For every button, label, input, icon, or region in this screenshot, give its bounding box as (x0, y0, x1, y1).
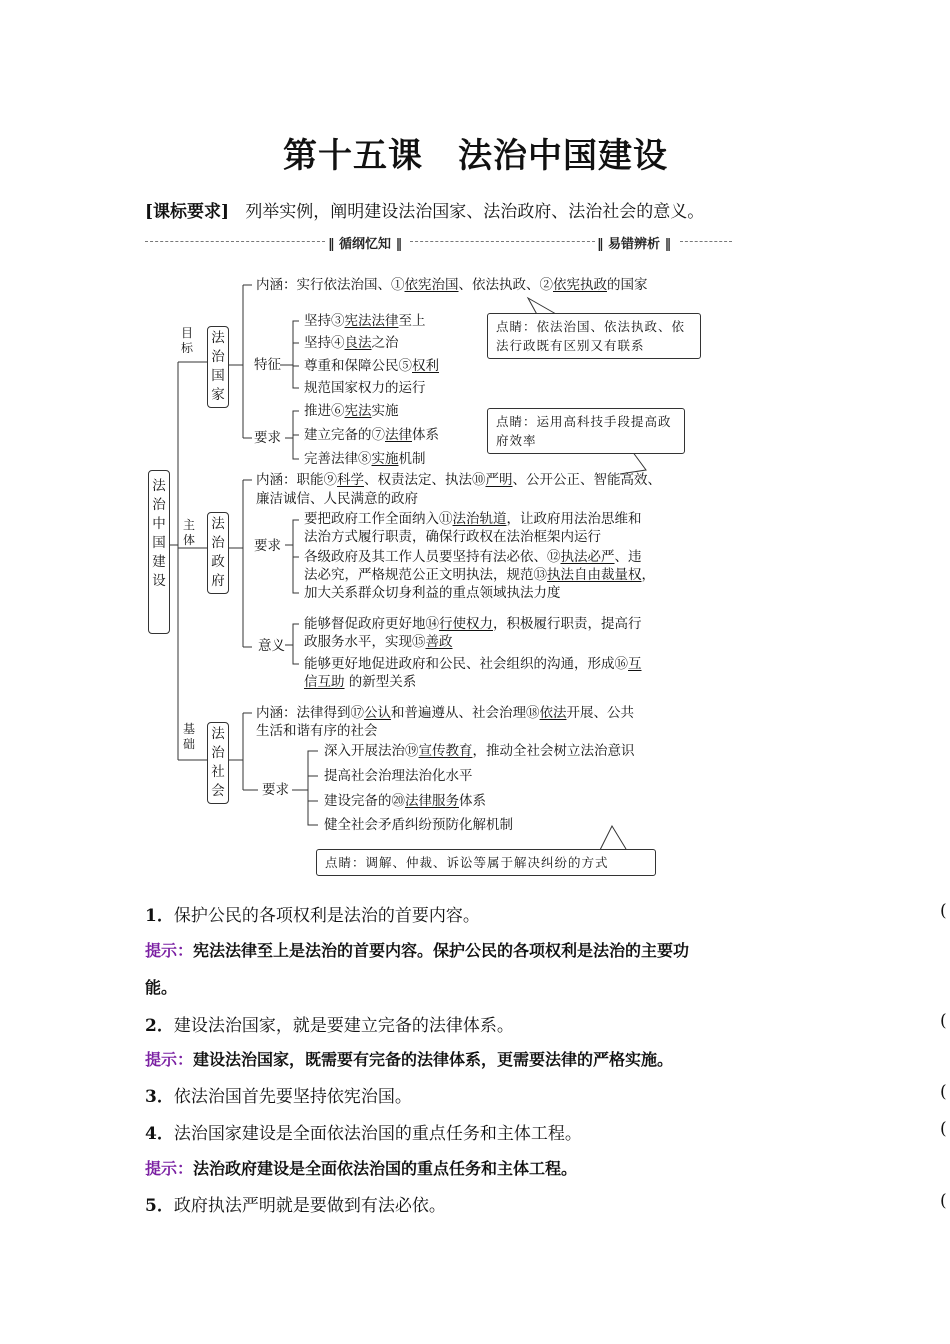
gov-req-2-line2: 法必究，严格规范公正文明执法，规范⑬执法自由裁量权， (304, 567, 655, 583)
gov-sig-2-line2: 信互助 的新型关系 (304, 674, 417, 690)
branch-label-target: 目标 (180, 326, 193, 355)
question-5: 5．政府执法严明就是要做到有法必依。 (145, 1196, 446, 1216)
hint-4: 提示：法治政府建设是全面依法治国的重点任务和主体工程。 (145, 1159, 578, 1178)
answer-bracket-1: ( (940, 901, 947, 921)
label-yaoqiu-society: 要求 (262, 782, 289, 798)
society-req-2: 提高社会治理法治化水平 (324, 768, 473, 784)
answer-bracket-2: ( (940, 1011, 947, 1031)
country-req-2: 建立完备的⑦法律体系 (304, 427, 439, 443)
answer-bracket-5: ( (940, 1191, 947, 1211)
gov-req-2: 各级政府及其工作人员要坚持有法必依、⑫执法必严、违 (304, 549, 642, 565)
country-req-3: 完善法律⑧实施机制 (304, 451, 426, 467)
curriculum-label: [课标要求] (145, 202, 230, 222)
node-government: 法治政府 (207, 512, 229, 594)
label-yaoqiu-country: 要求 (254, 430, 281, 446)
section-tab-errors: ‖ 易错辨析 ‖ (597, 237, 672, 252)
node-society: 法治社会 (207, 722, 229, 804)
society-req-3: 建设完备的⑳法律服务体系 (324, 793, 486, 809)
society-neihan-line2: 生活和谐有序的社会 (256, 723, 378, 739)
country-feature-1: 坚持③宪法法律至上 (304, 313, 426, 329)
question-2: 2．建设法治国家，就是要建立完备的法律体系。 (145, 1016, 514, 1036)
page-title: 第十五课 法治中国建设 (283, 136, 668, 176)
gov-req-1: 要把政府工作全面纳入⑪法治轨道，让政府用法治思维和 (304, 511, 642, 527)
country-neihan: 内涵：实行依法治国、①依宪治国、依法执政、②依宪执政的国家 (256, 277, 648, 293)
gov-req-2-line3: 加大关系群众切身利益的重点领域执法力度 (304, 585, 561, 601)
label-yaoqiu-gov: 要求 (254, 538, 281, 554)
question-4: 4．法治国家建设是全面依法治国的重点任务和主体工程。 (145, 1124, 582, 1144)
gov-sig-1: 能够督促政府更好地⑭行使权力，积极履行职责，提高行 (304, 616, 642, 632)
country-feature-4: 规范国家权力的运行 (304, 380, 426, 396)
gov-req-1-line2: 法治方式履行职责，确保行政权在法治框架内运行 (304, 529, 601, 545)
gov-sig-2: 能够更好地促进政府和公民、社会组织的沟通，形成⑯互 (304, 656, 642, 672)
question-3: 3．依法治国首先要坚持依宪治国。 (145, 1087, 412, 1107)
callout-society: 点睛：调解、仲裁、诉讼等属于解决纠纷的方式 (316, 849, 656, 876)
curriculum-text: 列举实例，阐明建设法治国家、法治政府、法治社会的意义。 (245, 202, 705, 222)
country-req-1: 推进⑥宪法实施 (304, 403, 399, 419)
society-req-4: 健全社会矛盾纠纷预防化解机制 (324, 817, 513, 833)
answer-bracket-3: ( (940, 1082, 947, 1102)
branch-label-foundation: 基础 (182, 722, 195, 751)
mindmap-root: 法治中国建设 (148, 470, 170, 634)
hint-1-line2: 能。 (145, 978, 178, 997)
country-feature-3: 尊重和保障公民⑤权利 (304, 358, 439, 374)
gov-neihan: 内涵：职能⑨科学、权责法定、执法⑩严明、公开公正、智能高效、 (256, 472, 661, 488)
branch-label-subject: 主体 (182, 518, 195, 547)
section-tab-review: ‖ 循纲忆知 ‖ (328, 237, 403, 252)
node-country: 法治国家 (207, 326, 229, 408)
callout-country-1: 点睛：依法治国、依法执政、依法行政既有区别又有联系 (487, 313, 701, 359)
label-yiyi: 意义 (258, 638, 285, 654)
hint-2: 提示：建设法治国家，既需要有完备的法律体系，更需要法律的严格实施。 (145, 1050, 674, 1069)
society-neihan: 内涵：法律得到⑰公认和普遍遵从、社会治理⑱依法开展、公共 (256, 705, 634, 721)
gov-neihan-line2: 廉洁诚信、人民满意的政府 (256, 491, 418, 507)
country-feature-2: 坚持④良法之治 (304, 335, 399, 351)
society-req-1: 深入开展法治⑲宣传教育，推动全社会树立法治意识 (324, 743, 635, 759)
gov-sig-1-line2: 政服务水平，实现⑮善政 (304, 634, 453, 650)
hint-1: 提示：宪法法律至上是法治的首要内容。保护公民的各项权利是法治的主要功 (145, 941, 690, 960)
callout-country-2: 点睛：运用高科技手段提高政府效率 (487, 408, 685, 454)
answer-bracket-4: ( (940, 1119, 947, 1139)
question-1: 1．保护公民的各项权利是法治的首要内容。 (145, 906, 480, 926)
label-tezheng: 特征 (254, 357, 281, 373)
